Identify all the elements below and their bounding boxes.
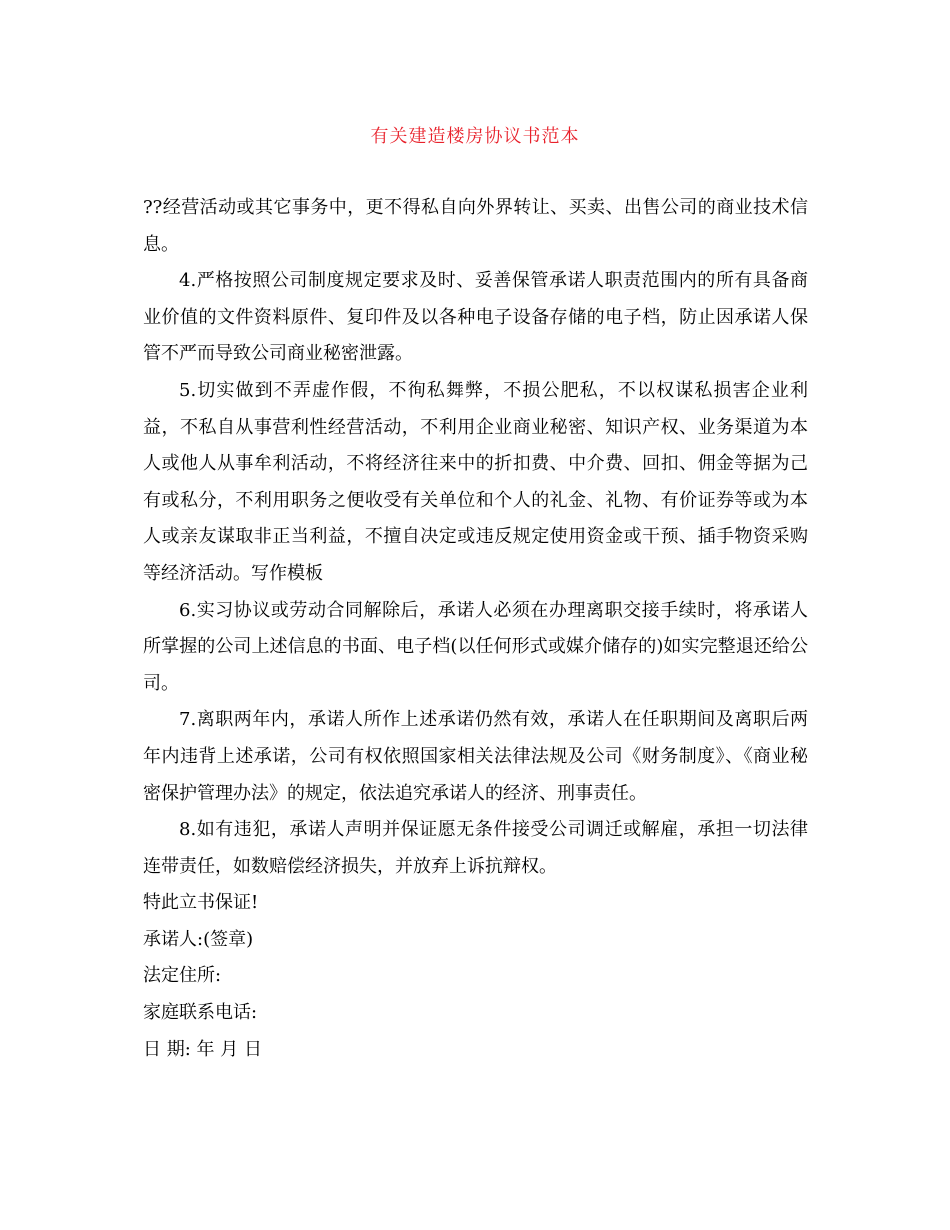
signature-home-phone: 家庭联系电话: (143, 1002, 258, 1024)
paragraph-continued: ??经营活动或其它事务中，更不得私自向外界转让、买卖、出售公司的商业技术信息。 (143, 197, 808, 255)
closing-statement: 特此立书保证! (143, 892, 259, 914)
signature-promisor: 承诺人:(签章) (143, 928, 254, 950)
document-title: 有关建造楼房协议书范本 (370, 126, 580, 147)
paragraph-clause-4: 4.严格按照公司制度规定要求及时、妥善保管承诺人职责范围内的所有具备商业价值的文件资料原件、复印件及以各种电子设备存储的电子档，防止因承诺人保管不严而导致公司商业秘密泄露。 (143, 270, 808, 365)
paragraph-clause-5: 5.切实做到不弄虚作假，不徇私舞弊，不损公肥私，不以权谋私损害企业利益，不私自从事营利性经营活动，不利用企业商业秘密、知识产权、业务渠道为本人或他人从事牟利活动，不将经济往来中的折扣费、中介费、回扣、佣金等据为己有或私分，不利用职务之便收受有关单位和个人的礼金、礼物、有价证券等或为本人或亲友谋取非正当利益，不擅自决定或违反规定使用资金或干预、插手物资采购等经济活动。写作模板 (143, 379, 808, 584)
signature-legal-address: 法定住所: (143, 965, 222, 987)
paragraph-clause-7: 7.离职两年内，承诺人所作上述承诺仍然有效，承诺人在任职期间及离职后两年内违背上述承诺，公司有权依照国家相关法律法规及公司《财务制度》、《商业秘密保护管理办法》的规定，依法追究承诺人的经济、刑事责任。 (143, 709, 808, 804)
signature-date: 日 期: 年 月 日 (143, 1038, 262, 1060)
document-body (143, 190, 808, 1068)
paragraph-clause-8: 8.如有违犯，承诺人声明并保证愿无条件接受公司调迁或解雇，承担一切法律连带责任，如数赔偿经济损失，并放弃上诉抗辩权。 (143, 819, 808, 877)
paragraph-clause-6: 6.实习协议或劳动合同解除后，承诺人必须在办理离职交接手续时，将承诺人所掌握的公司上述信息的书面、电子档(以任何形式或媒介储存的)如实完整退还给公司。 (143, 599, 808, 694)
